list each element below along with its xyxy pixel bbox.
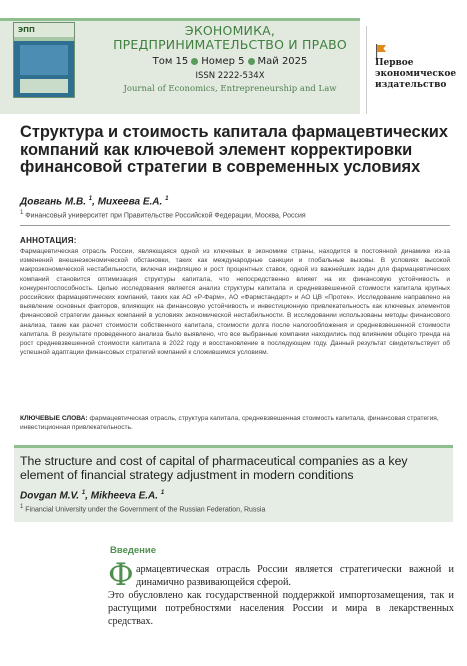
publisher-name bbox=[375, 58, 456, 91]
journal-title-en: Journal of Economics, Entrepreneurship and Law bbox=[123, 84, 337, 94]
separator-dot-icon bbox=[248, 58, 255, 65]
article-affiliation bbox=[20, 210, 306, 219]
english-author-1: Dovgan M.V. bbox=[20, 490, 80, 502]
affiliation-text: Финансовый университет при Правительстве Российской Федерации, Москва, Россия bbox=[25, 212, 306, 220]
intro-dropcap: Ф bbox=[108, 557, 134, 593]
cover-text: ЭПП bbox=[18, 26, 35, 34]
journal-title bbox=[100, 24, 360, 52]
publisher-line3: издательство bbox=[375, 80, 447, 90]
intro-paragraph: Это обусловлено как государственной поддержкой импортозамещения, так и растущими потребностями населения России и мира в лекарственных средствах. bbox=[108, 590, 454, 628]
abstract-text: Фармацевтическая отрасль России, являющаяся одной из ключевых в экономике страны, находится в постоянной динамике из-за изменений внешнеэкономической обстановки, таких как международные санкции и глобальные вызовы. В условиях высокой макроэкономической нестабильности, включая инфляцию и рост процентных ставок, одной из важнейших задач для фармацевтических компаний становится оптимизация структуры капитала, что непосредственно влияет на их финансовую устойчивость и конкурентоспособность. Целью исследования является анализ структуры капитала и средневзвешенной стоимости капитала крупных российских фармацевтических компаний, таких как АО «Р-Фарм», АО «Фармстандарт» и АО ЦВ «Протек». Исследование направлено на выявление основных факторов, влияющих на финансовую устойчивость и инвестиционную привлекательность как ключевых элементов финансовой стратегии данных компаний в условиях экономической нестабильности. В исследовании использованы методы финансового анализа, такие как расчет стоимости собственного капитала, стоимости долга после налогообложения и средневзвешенной стоимости капитала. В результате проведенного анализа было выявлено, что все выбранные компании находились под влиянием общего тренда на рост средневзвешенной стоимости капитала в 2022 году и восстановление в последующем году. Данный результат свидетельствует об успешной адаптации финансовых стратегий компаний к сложившимся условиям. bbox=[20, 248, 450, 357]
english-author-2: Mikheeva E.A. bbox=[90, 490, 159, 502]
intro-first-lines: армацевтическая отрасль России является стратегически важной и динамично развивающейся сферой. bbox=[136, 564, 454, 589]
keywords-label: КЛЮЧЕВЫЕ СЛОВА: bbox=[20, 415, 88, 422]
journal-date: Май 2025 bbox=[257, 56, 308, 67]
journal-header bbox=[0, 0, 467, 122]
intro-heading: Введение bbox=[110, 545, 157, 556]
author-2-sup: 1 bbox=[165, 196, 169, 202]
affiliation-sup: 1 bbox=[20, 210, 24, 216]
abstract-heading: АННОТАЦИЯ: bbox=[20, 236, 77, 245]
keywords bbox=[20, 414, 450, 432]
english-summary-box bbox=[14, 445, 453, 522]
english-author-2-sup: 1 bbox=[160, 490, 165, 496]
publisher-block bbox=[366, 26, 462, 114]
article-authors: Довгань М.В. $^1$, Михеева Е.А. $^1$ bbox=[20, 196, 169, 208]
header-band-stripe bbox=[0, 18, 360, 21]
english-title: The structure and cost of capital of pharmaceutical companies as a key element of financial strategy adjustment in modern conditions bbox=[20, 454, 408, 482]
english-affiliation-text: Financial University under the Government of the Russian Federation, Russia bbox=[25, 506, 266, 514]
separator-dot-icon bbox=[191, 58, 198, 65]
author-1-sup: 1 bbox=[88, 196, 93, 202]
journal-issue-meta bbox=[100, 56, 360, 67]
english-affiliation-sup: 1 bbox=[20, 504, 24, 510]
journal-title-line2: ПРЕДПРИНИМАТЕЛЬСТВО И ПРАВО bbox=[113, 37, 347, 52]
journal-issn: ISSN 2222-534X bbox=[195, 71, 265, 81]
author-1: Довгань М.В. bbox=[20, 196, 87, 208]
english-authors: Dovgan M.V. $^1$, Mikheeva E.A. $^1$ bbox=[20, 490, 165, 502]
journal-volume: Том 15 bbox=[152, 56, 189, 67]
article-title: Структура и стоимость капитала фармацевтических компаний как ключевой элемент корректировки финансовой стратегии в современных условиях bbox=[20, 123, 448, 176]
journal-cover-thumbnail bbox=[13, 22, 75, 98]
journal-number: Номер 5 bbox=[201, 56, 245, 67]
divider bbox=[20, 225, 450, 226]
journal-title-line1: ЭКОНОМИКА, bbox=[184, 23, 276, 38]
publisher-line1: Первое bbox=[375, 58, 414, 68]
english-affiliation bbox=[20, 504, 265, 513]
english-author-1-sup: 1 bbox=[81, 490, 86, 496]
keywords-text: фармацевтическая отрасль, структура капитала, средневзвешенная стоимость капитала, финансовая стратегия, инвестиционная привлекательность. bbox=[20, 415, 439, 432]
publisher-line2: экономическое bbox=[375, 69, 457, 79]
author-2: Михеева Е.А. bbox=[97, 196, 163, 208]
